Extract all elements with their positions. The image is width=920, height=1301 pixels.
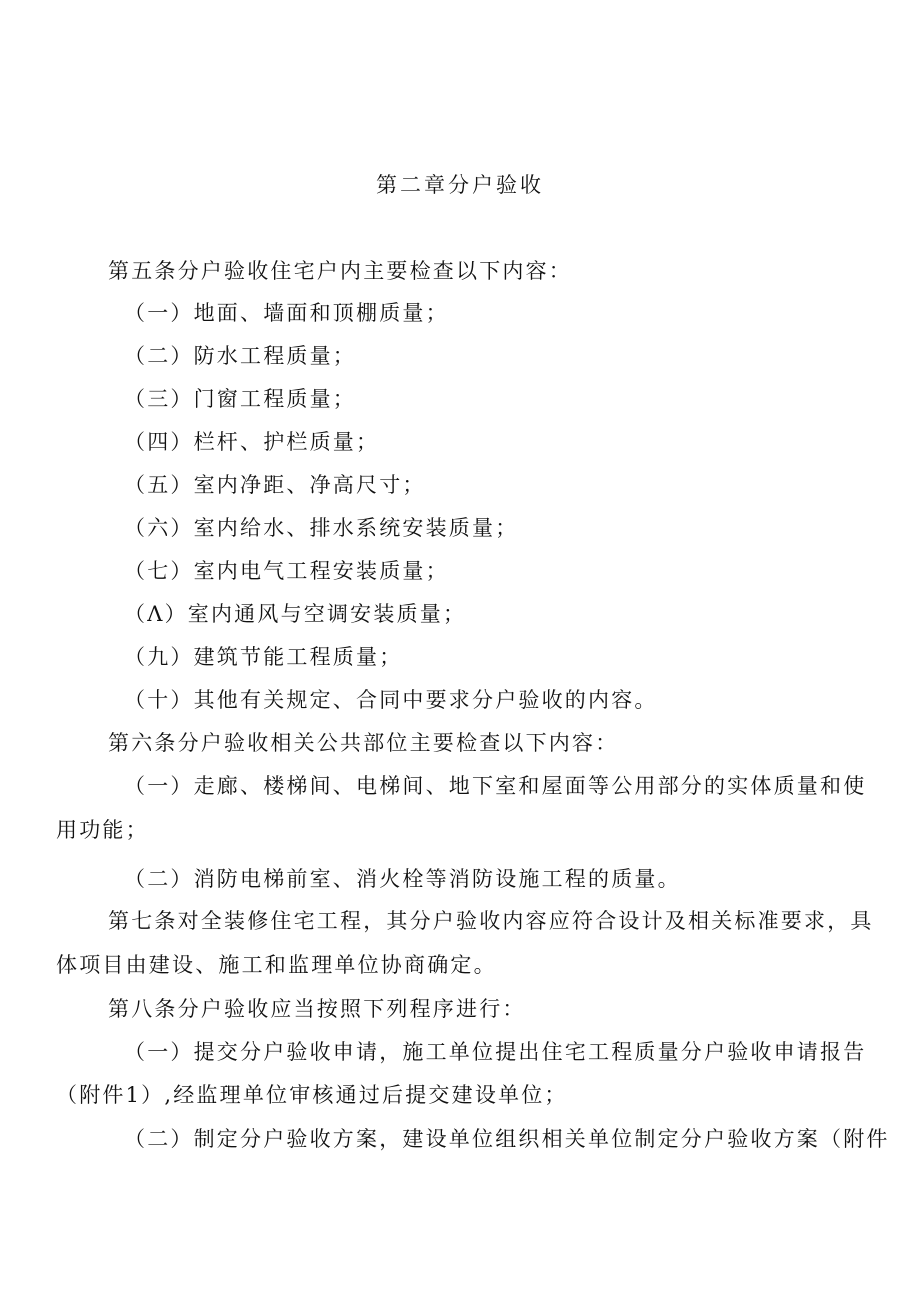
article-8-item-1-line-1: （一）提交分户验收申请，施工单位提出住宅工程质量分户验收申请报告	[124, 1040, 867, 1064]
article-5-item-1: （一）地面、墙面和顶棚质量；	[124, 301, 449, 325]
article-6-item-1-line-2: 用功能；	[56, 818, 149, 842]
article-5-item-3: （三）门窗工程质量；	[124, 387, 356, 411]
article-5-item-7: （七）室内电气工程安装质量；	[124, 559, 449, 583]
article-7-line-2: 体项目由建设、施工和监理单位协商确定。	[56, 953, 497, 977]
article-5-item-10: （十）其他有关规定、合同中要求分户验收的内容。	[124, 688, 658, 712]
article-6-item-1-line-1: （一）走廊、楼梯间、电梯间、地下室和屋面等公用部分的实体质量和使	[124, 774, 867, 798]
article-8-heading: 第八条分户验收应当按照下列程序进行：	[108, 997, 526, 1021]
article-6-item-2: （二）消防电梯前室、消火栓等消防设施工程的质量。	[124, 867, 681, 891]
article-5-item-2: （二）防水工程质量；	[124, 344, 356, 368]
article-7-line-1: 第七条对全装修住宅工程，其分户验收内容应符合设计及相关标准要求，具	[108, 909, 874, 933]
article-5-item-9: （九）建筑节能工程质量；	[124, 645, 403, 669]
article-5-heading: 第五条分户验收住宅户内主要检查以下内容：	[108, 259, 572, 283]
article-8-item-2-line-1: （二）制定分户验收方案，建设单位组织相关单位制定分户验收方案（附件	[124, 1127, 890, 1151]
article-5-item-5: （五）室内净距、净高尺寸；	[124, 473, 426, 497]
article-5-item-4: （四）栏杆、护栏质量；	[124, 430, 380, 454]
chapter-title: 第二章分户验收	[376, 173, 544, 197]
article-5-item-8: （Λ）室内通风与空调安装质量；	[124, 602, 467, 626]
article-8-item-1-line-2: （附件1）,经监理单位审核通过后提交建设单位；	[56, 1083, 568, 1107]
article-6-heading: 第六条分户验收相关公共部位主要检查以下内容：	[108, 731, 619, 755]
article-5-item-6: （六）室内给水、排水系统安装质量；	[124, 516, 519, 540]
